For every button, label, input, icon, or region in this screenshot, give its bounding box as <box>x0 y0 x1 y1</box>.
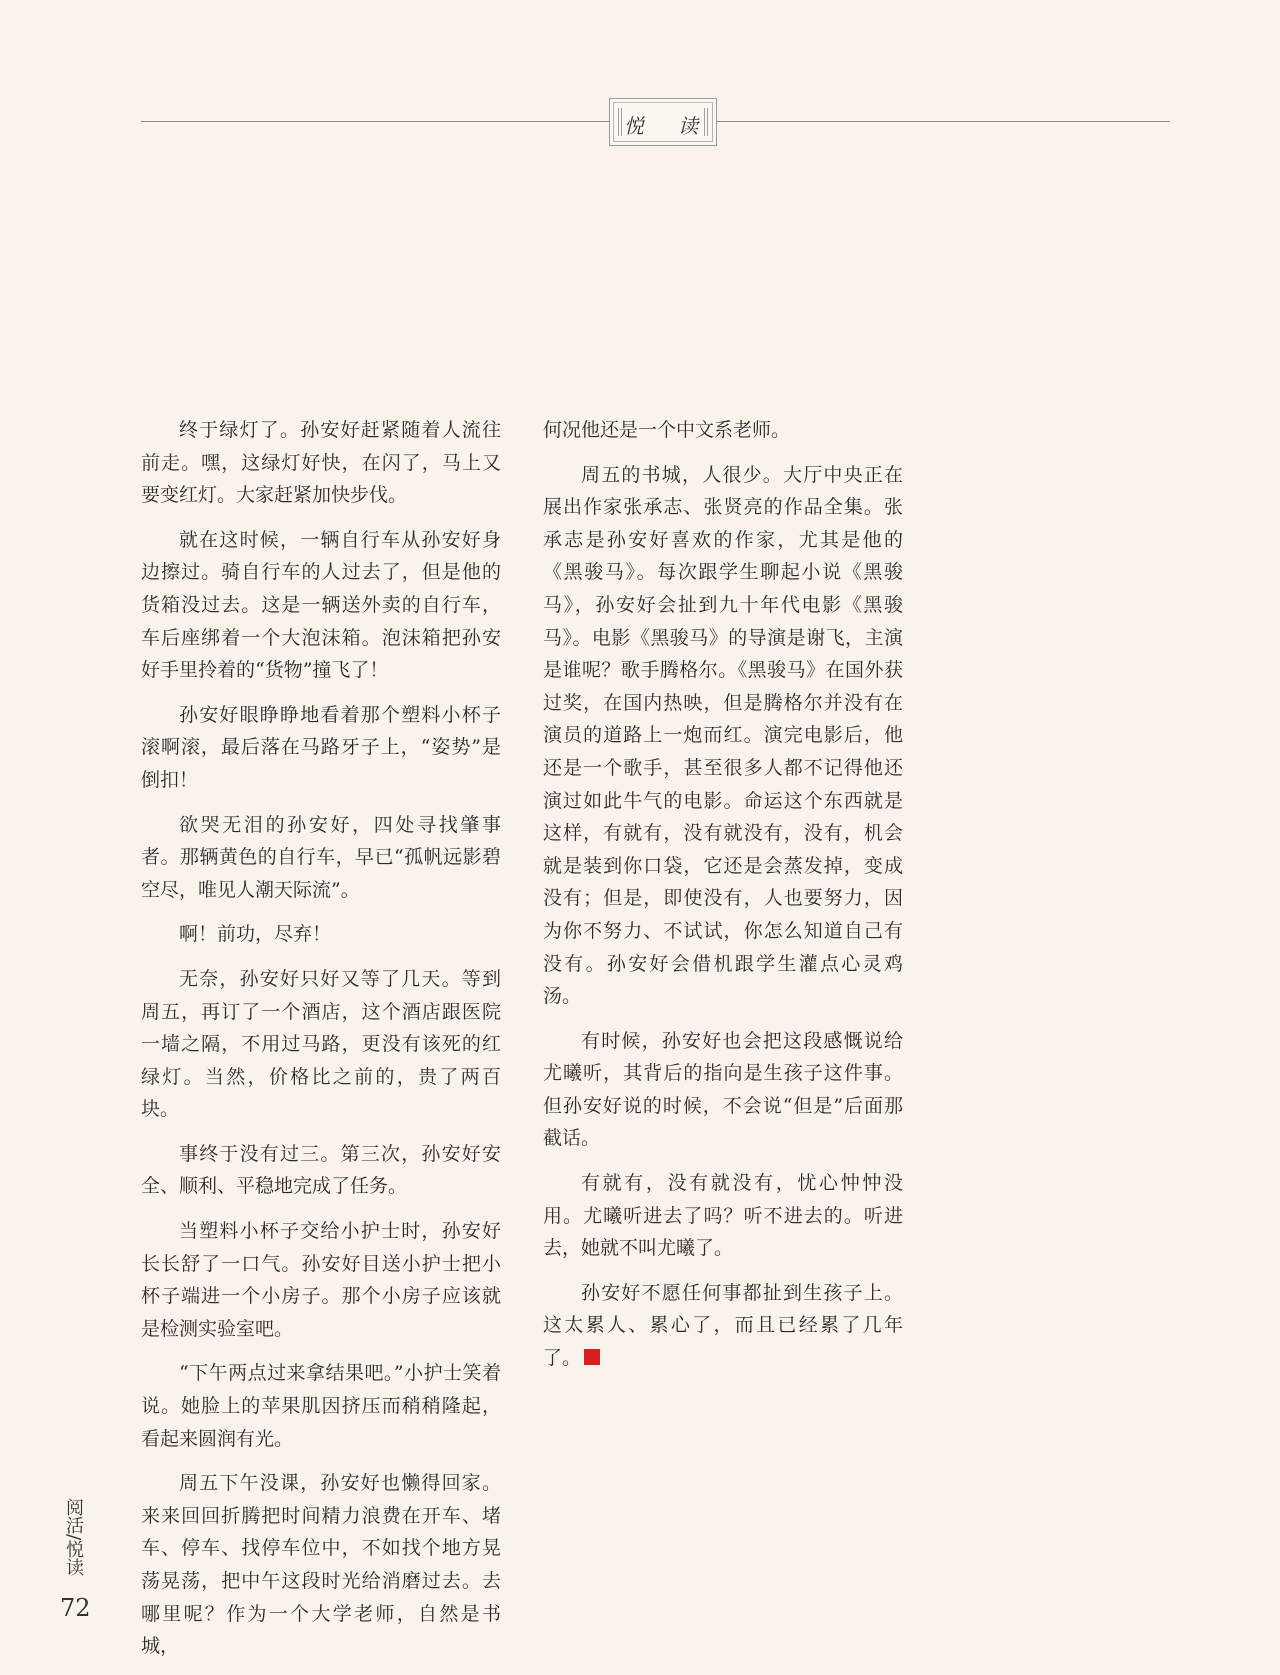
paragraph: 就在这时候，一辆自行车从孙安好身边擦过。骑自行车的人过去了，但是他的货箱没过去。这是一辆送外卖的自行车，车后座绑着一个大泡沫箱。泡沫箱把孙安好手里拎着的“货物”撞飞了！ <box>141 528 501 682</box>
paragraph: 事终于没有过三。第三次，孙安好安全、顺利、平稳地完成了任务。 <box>141 1142 501 1198</box>
paragraph: 无奈，孙安好只好又等了几天。等到周五，再订了一个酒店，这个酒店跟医院一墙之隔，不用过马路，更没有该死的红绿灯。当然，价格比之前的，贵了两百块。 <box>141 967 501 1121</box>
section-title: 悦 读 <box>623 114 713 138</box>
paragraph: 啊！前功，尽弃！ <box>179 923 332 946</box>
paragraph: 有时候，孙安好也会把这段感慨说给尤曦听，其背后的指向是生孩子这件事。但孙安好说的时候，不会说“但是”后面那截话。 <box>543 1029 903 1150</box>
final-paragraph-text: 孙安好不愿任何事都扯到生孩子上。这太累人、累心了，而且已经累了几年了。 <box>543 1281 903 1370</box>
header-badge <box>609 98 717 146</box>
page-number: 72 <box>60 1594 91 1622</box>
paragraph: 孙安好眼睁睁地看着那个塑料小杯子滚啊滚，最后落在马路牙子上，“姿势”是倒扣！ <box>141 703 501 791</box>
paragraph: 周五下午没课，孙安好也懒得回家。来来回回折腾把时间精力浪费在开车、堵车、停车、找停车位中，不如找个地方晃荡晃荡，把中午这段时光给消磨过去。去哪里呢？作为一个大学老师，自然是书城， <box>141 1472 501 1658</box>
header-rule-right <box>717 121 1170 122</box>
paragraph: 终于绿灯了。孙安好赶紧随着人流往前走。嘿，这绿灯好快，在闪了，马上又要变红灯。大家赶紧加快步伐。 <box>141 419 501 507</box>
header-rule-left <box>141 121 609 122</box>
article-column-right <box>543 414 903 1387</box>
paragraph: “下午两点过来拿结果吧。”小护士笑着说。她脸上的苹果肌因挤压而稍稍隆起，看起来圆润有光。 <box>141 1362 501 1450</box>
paragraph: 有就有，没有就没有，忧心忡忡没用。尤曦听进去了吗？听不进去的。听进去，她就不叫尤曦了。 <box>543 1172 903 1260</box>
paragraph: 欲哭无泪的孙安好，四处寻找肇事者。那辆黄色的自行车，早已“孤帆远影碧空尽，唯见人潮天际流”。 <box>141 813 501 901</box>
paragraph: 周五的书城，人很少。大厅中央正在展出作家张承志、张贤亮的作品全集。张承志是孙安好喜欢的作家，尤其是他的《黑骏马》。每次跟学生聊起小说《黑骏马》，孙安好会扯到九十年代电影《黑骏马》。电影《黑骏马》的导演是谢飞，主演是谁呢？歌手腾格尔。《黑骏马》在国外获过奖，在国内热映，但是腾格尔并没有在演员的道路上一炮而红。演完电影后，他还是一个歌手，甚至很多人都不记得他还演过如此牛气的电影。命运这个东西就是这样，有就有，没有就没有，没有，机会就是装到你口袋，它还是会蒸发掉，变成没有；但是，即使没有，人也要努力，因为你不努力、不试试，你怎么知道自己有没有。孙安好会借机跟学生灌点心灵鸡汤。 <box>543 463 903 1008</box>
final-paragraph <box>543 1277 903 1375</box>
section-side-label: 阅活/悦读 <box>63 1498 84 1577</box>
paragraph: 当塑料小杯子交给小护士时，孙安好长长舒了一口气。孙安好目送小护士把小杯子端进一个小房子。那个小房子应该就是检测实验室吧。 <box>141 1220 501 1340</box>
end-of-article-mark <box>584 1349 600 1365</box>
paragraph-continuation: 何况他还是一个中文系老师。 <box>543 419 791 441</box>
article-column-left <box>141 414 501 1675</box>
